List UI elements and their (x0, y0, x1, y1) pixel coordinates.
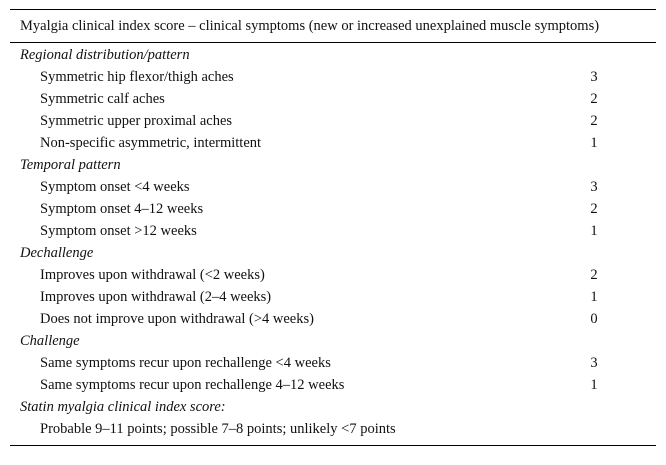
table-body (10, 43, 656, 440)
section-heading: Dechallenge (20, 244, 94, 261)
section-heading: Statin myalgia clinical index score: (20, 398, 226, 415)
section-heading: Regional distribution/pattern (20, 46, 190, 63)
table-row (10, 308, 656, 330)
row-label: Improves upon withdrawal (2–4 weeks) (40, 288, 272, 305)
table-row (10, 66, 656, 88)
table-row (10, 198, 656, 220)
table-row (10, 286, 656, 308)
table-row (10, 132, 656, 154)
row-label: Non-specific asymmetric, intermittent (40, 134, 262, 151)
section-heading: Temporal pattern (20, 156, 121, 173)
row-label: Same symptoms recur upon rechallenge 4–12 weeks (40, 376, 345, 393)
myalgia-index-table (10, 9, 656, 446)
row-label: Does not improve upon withdrawal (>4 weeks) (40, 310, 314, 327)
row-score: 0 (590, 310, 598, 327)
table-row (10, 374, 656, 396)
table-row (10, 110, 656, 132)
row-score: 2 (590, 90, 598, 107)
table-row (10, 264, 656, 286)
row-score: 3 (590, 68, 598, 85)
table-header (10, 10, 656, 42)
section-heading: Challenge (20, 332, 80, 349)
row-score: 1 (590, 376, 598, 393)
row-score: 1 (590, 222, 598, 239)
row-score: 1 (590, 288, 598, 305)
row-label: Symptom onset >12 weeks (40, 222, 197, 239)
row-score: 2 (590, 200, 598, 217)
row-score: 2 (590, 112, 598, 129)
row-label: Symptom onset <4 weeks (40, 178, 190, 195)
table-row (10, 220, 656, 242)
row-label: Symmetric calf aches (40, 90, 165, 107)
table-bottom-rule (10, 445, 656, 446)
table-row (10, 88, 656, 110)
table-row (10, 418, 656, 440)
row-score: 3 (590, 354, 598, 371)
row-score: 3 (590, 178, 598, 195)
row-score: 1 (590, 134, 598, 151)
row-score: 2 (590, 266, 598, 283)
row-label: Same symptoms recur upon rechallenge <4 weeks (40, 354, 331, 371)
row-label: Symmetric upper proximal aches (40, 112, 233, 129)
row-label: Improves upon withdrawal (<2 weeks) (40, 266, 265, 283)
row-label: Symptom onset 4–12 weeks (40, 200, 204, 217)
table-row (10, 352, 656, 374)
table-row (10, 176, 656, 198)
row-label: Probable 9–11 points; possible 7–8 points; unlikely <7 points (40, 420, 396, 437)
row-label: Symmetric hip flexor/thigh aches (40, 68, 234, 85)
table-header-text: Myalgia clinical index score – clinical symptoms (new or increased unexplained muscle symptoms) (20, 17, 600, 34)
